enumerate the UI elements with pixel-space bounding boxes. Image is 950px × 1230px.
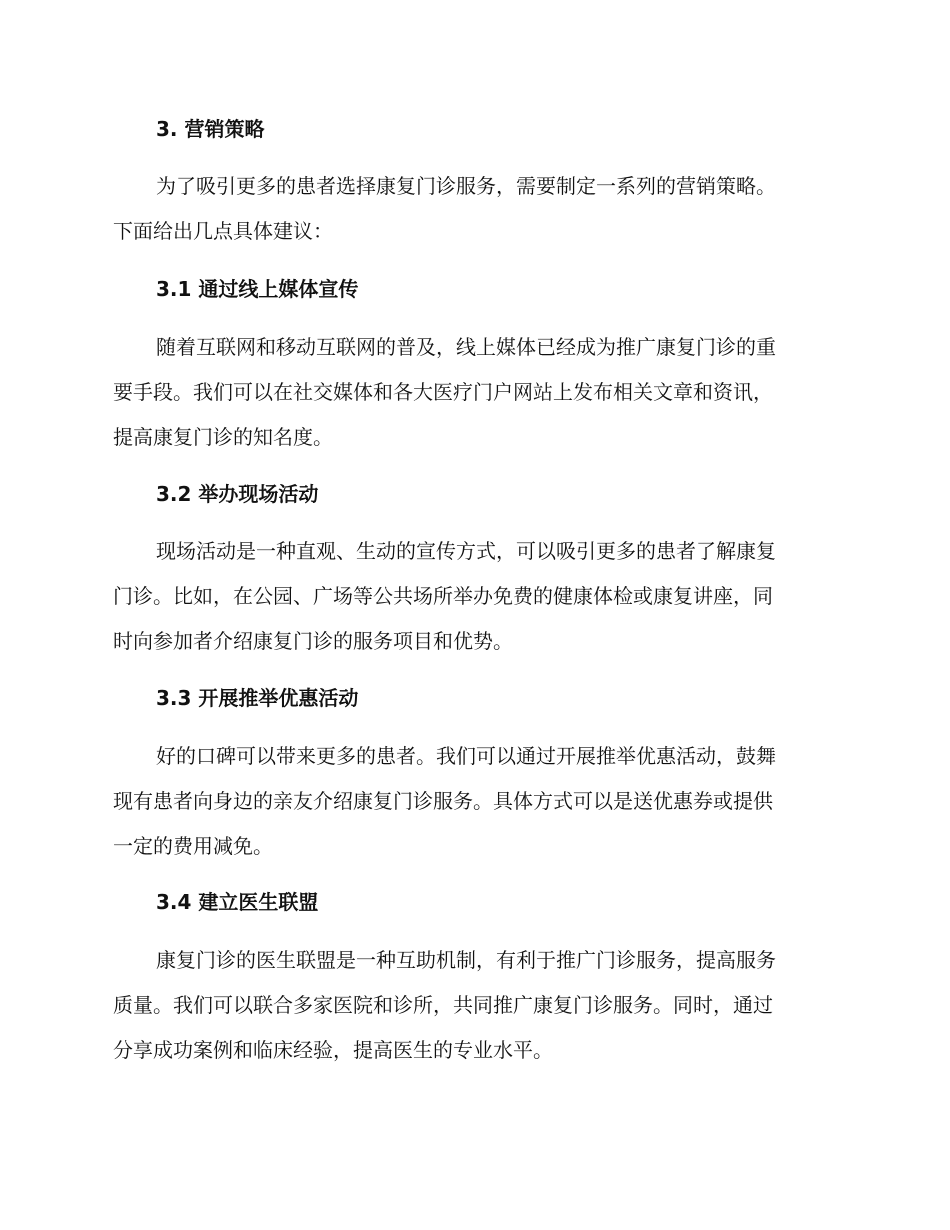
paragraph-line: 下面给出几点具体建议： (113, 219, 333, 243)
paragraph-line: 质量。我们可以联合多家医院和诊所，共同推广康复门诊服务。同时，通过 (113, 993, 773, 1017)
subsection-paragraph-3-4 (113, 938, 838, 1073)
subsection-heading-3-4: 3.4 建立医生联盟 (156, 890, 319, 914)
paragraph-line: 提高康复门诊的知名度。 (113, 425, 333, 449)
paragraph-line: 分享成功案例和临床经验，提高医生的专业水平。 (113, 1038, 553, 1062)
subsection-paragraph-3-3 (113, 734, 838, 869)
paragraph-line: 要手段。我们可以在社交媒体和各大医疗门户网站上发布相关文章和资讯， (113, 380, 773, 404)
subsection-heading-3-1: 3.1 通过线上媒体宣传 (156, 277, 359, 301)
paragraph-line: 现场活动是一种直观、生动的宣传方式，可以吸引更多的患者了解康复 (156, 539, 776, 563)
paragraph-line: 时向参加者介绍康复门诊的服务项目和优势。 (113, 629, 513, 653)
subsection-paragraph-3-2 (113, 529, 838, 664)
paragraph-line: 好的口碑可以带来更多的患者。我们可以通过开展推举优惠活动，鼓舞 (156, 744, 776, 768)
paragraph-line: 一定的费用减免。 (113, 834, 273, 858)
paragraph-line: 随着互联网和移动互联网的普及，线上媒体已经成为推广康复门诊的重 (156, 335, 776, 359)
section-heading: 3. 营销策略 (156, 117, 265, 141)
paragraph-line: 现有患者向身边的亲友介绍康复门诊服务。具体方式可以是送优惠券或提供 (113, 789, 773, 813)
paragraph-line: 门诊。比如，在公园、广场等公共场所举办免费的健康体检或康复讲座，同 (113, 584, 773, 608)
paragraph-line: 为了吸引更多的患者选择康复门诊服务，需要制定一系列的营销策略。 (156, 174, 776, 198)
intro-paragraph (113, 164, 838, 254)
paragraph-line: 康复门诊的医生联盟是一种互助机制，有利于推广门诊服务，提高服务 (156, 948, 776, 972)
subsection-heading-3-2: 3.2 举办现场活动 (156, 482, 319, 506)
subsection-heading-3-3: 3.3 开展推举优惠活动 (156, 686, 359, 710)
subsection-paragraph-3-1 (113, 325, 838, 460)
